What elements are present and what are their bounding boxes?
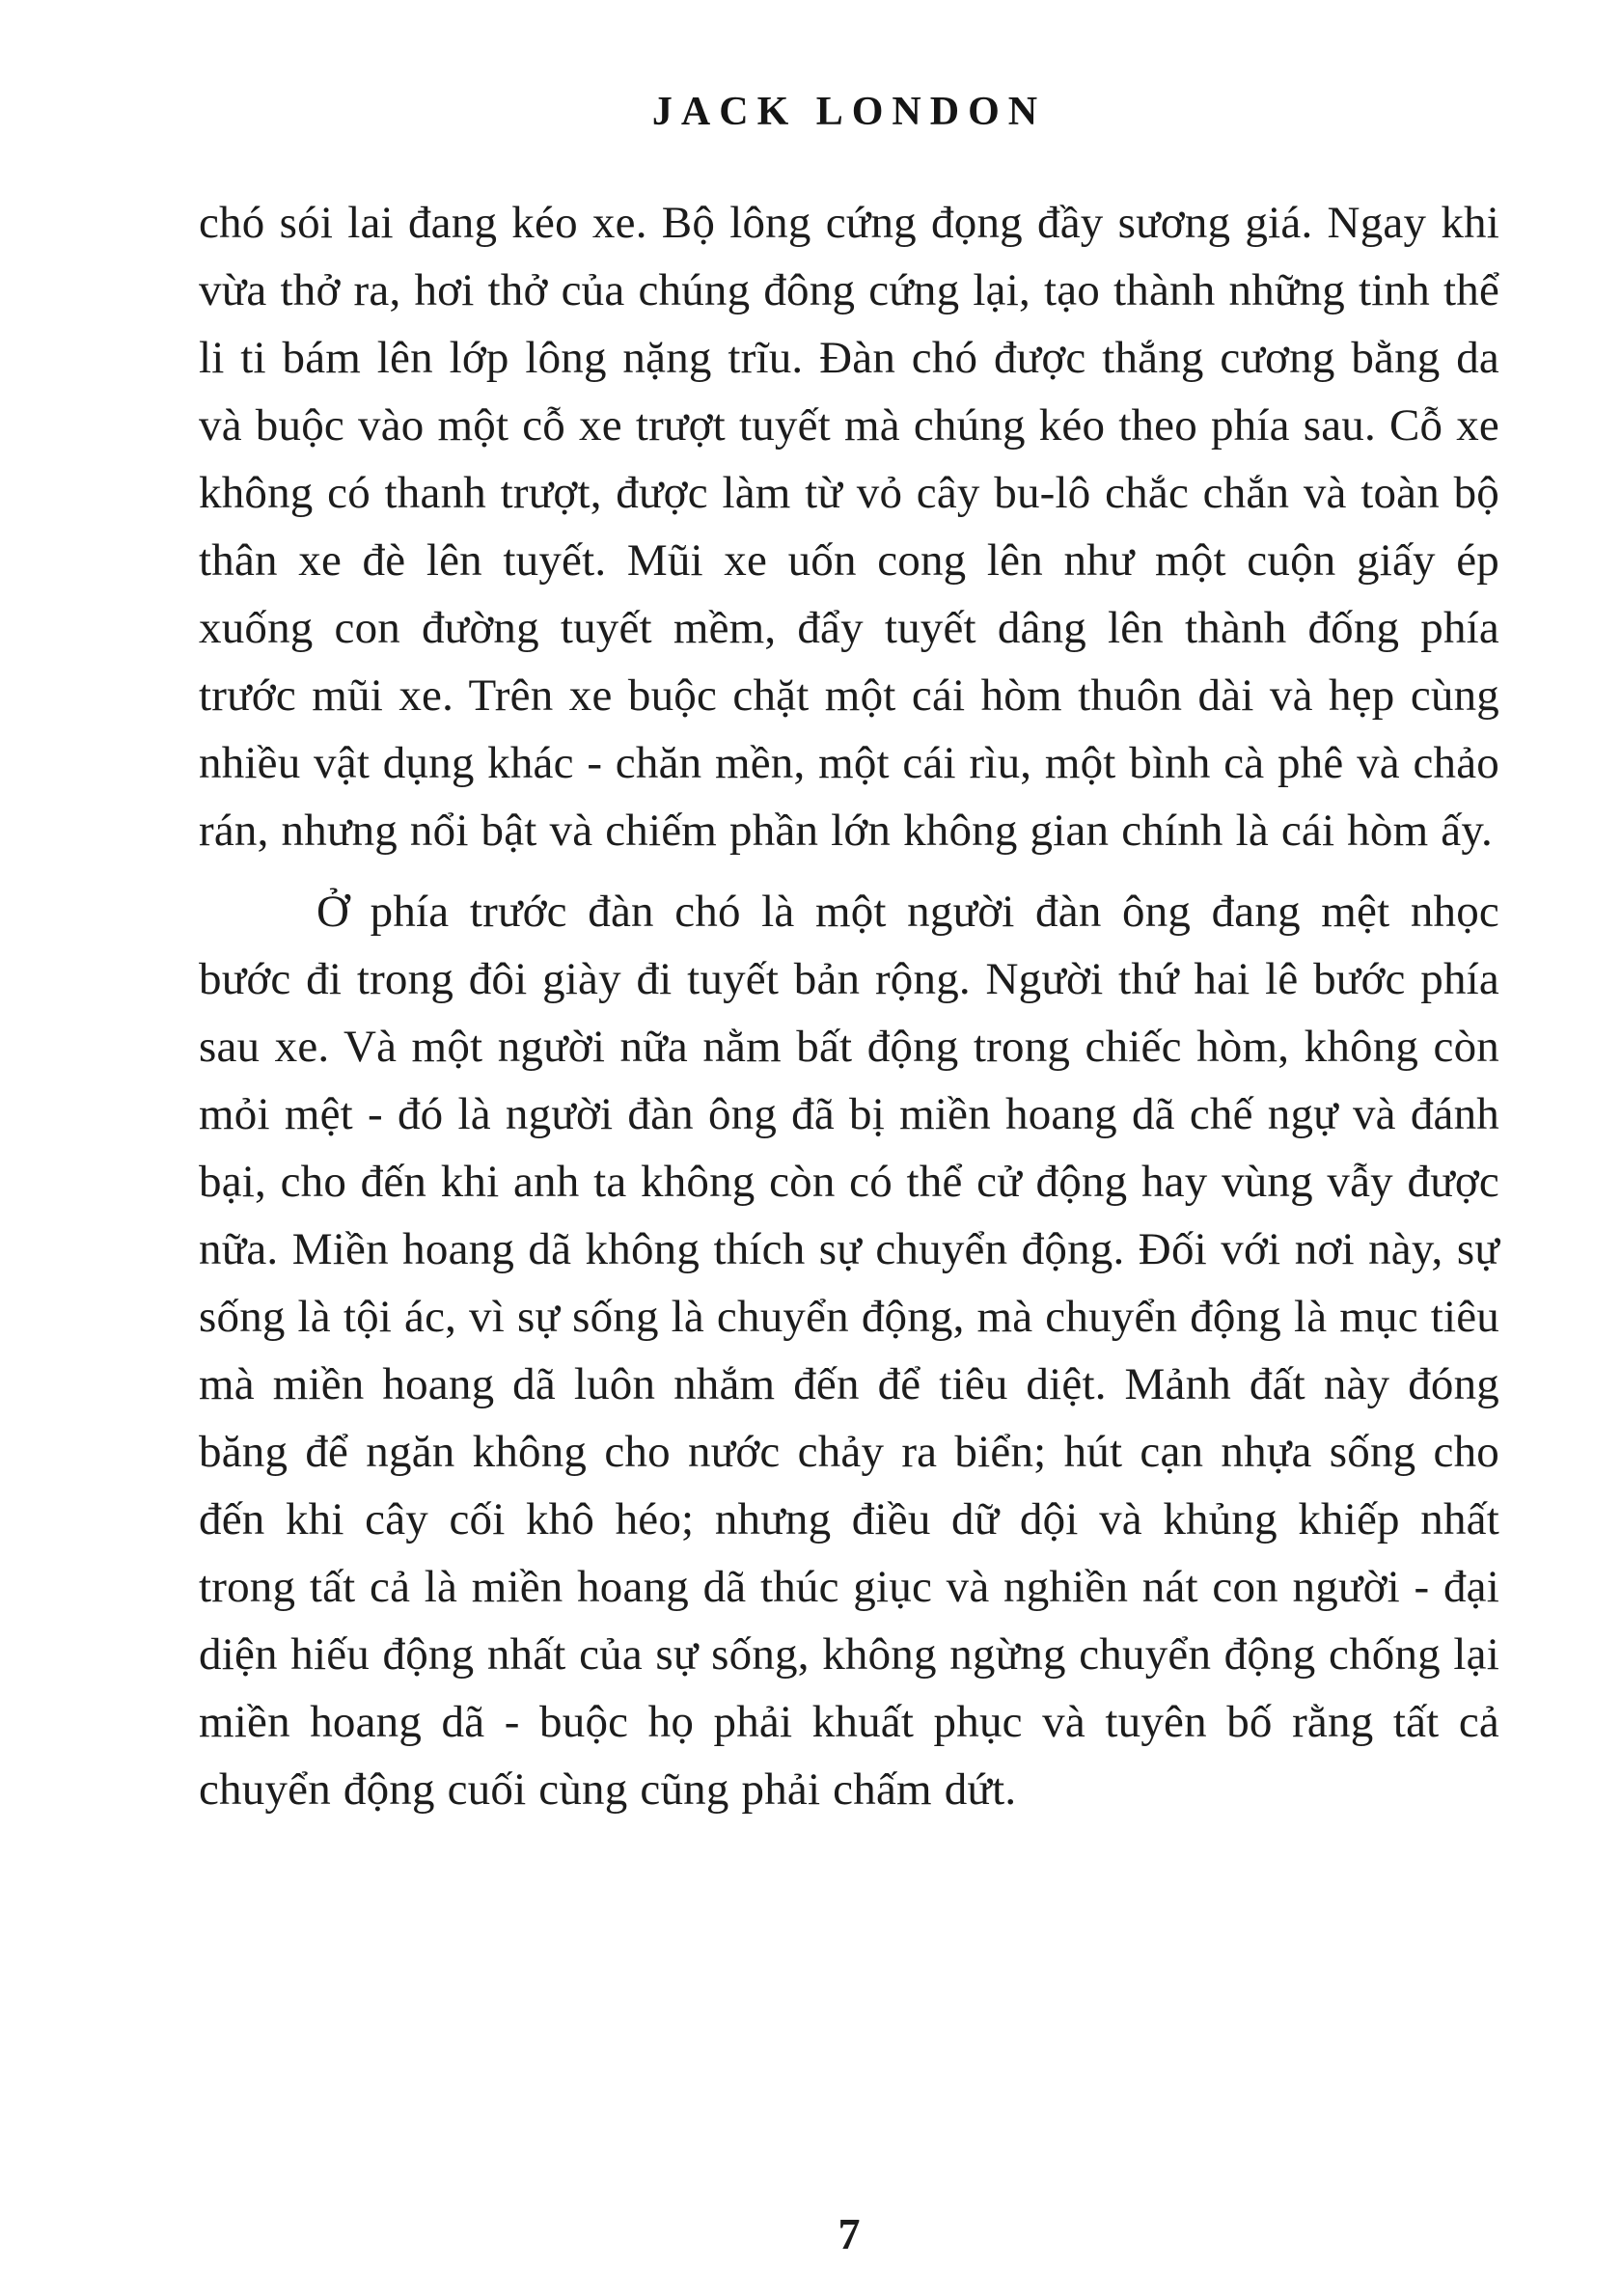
paragraph: Ở phía trước đàn chó là một người đàn ông đang mệt nhọc bước đi trong đôi giày đi tuyết bản rộng. Người thứ hai lê bước phía sau xe. Và một người nữa nằm bất động trong chiếc hòm, không còn mỏi mệt - đó là người đàn ông đã bị miền hoang dã chế ngự và đánh bại, cho đến khi anh ta không còn có thể cử động hay vùng vẫy được nữa. Miền hoang dã không thích sự chuyển động. Đối với nơi này, sự sống là tội ác, vì sự sống là chuyển động, mà chuyển động là mục tiêu mà miền hoang dã luôn nhắm đến để tiêu diệt. Mảnh đất này đóng băng để ngăn không cho nước chảy ra biển; hút cạn nhựa sống cho đến khi cây cối khô héo; nhưng điều dữ dội và khủng khiếp nhất trong tất cả là miền hoang dã thúc giục và nghiền nát con người - đại diện hiếu động nhất của sự sống, không ngừng chuyển động chống lại miền hoang dã - buộc họ phải khuất phục và tuyên bố rằng tất cả chuyển động cuối cùng cũng phải chấm dứt.	[199, 887, 1499, 1815]
running-header: JACK LONDON	[651, 90, 1047, 134]
page-number: 7	[838, 2209, 861, 2258]
text-block	[199, 189, 1499, 1823]
paragraph: chó sói lai đang kéo xe. Bộ lông cứng đọng đầy sương giá. Ngay khi vừa thở ra, hơi thở của chúng đông cứng lại, tạo thành những tinh thể li ti bám lên lớp lông nặng trĩu. Đàn chó được thắng cương bằng da và buộc vào một cỗ xe trượt tuyết mà chúng kéo theo phía sau. Cỗ xe không có thanh trượt, được làm từ vỏ cây bu-lô chắc chắn và toàn bộ thân xe đè lên tuyết. Mũi xe uốn cong lên như một cuộn giấy ép xuống con đường tuyết mềm, đẩy tuyết dâng lên thành đống phía trước mũi xe. Trên xe buộc chặt một cái hòm thuôn dài và hẹp cùng nhiều vật dụng khác - chăn mền, một cái rìu, một bình cà phê và chảo rán, nhưng nổi bật và chiếm phần lớn không gian chính là cái hòm ấy.	[199, 198, 1499, 856]
